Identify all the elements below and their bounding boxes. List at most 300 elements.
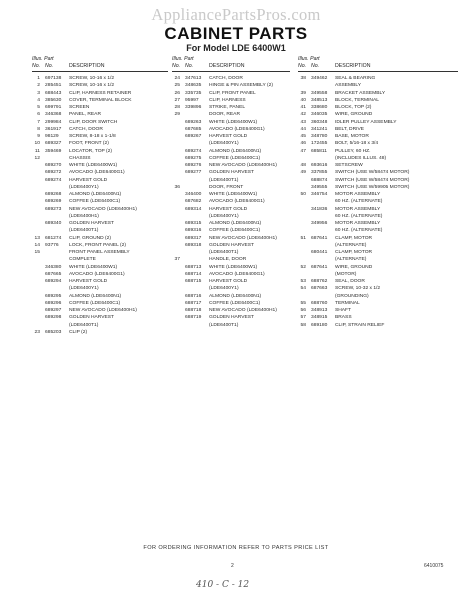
illus-number: 14	[34, 242, 40, 248]
parts-row	[32, 82, 168, 89]
part-description: CHASSIS	[69, 155, 91, 161]
illus-number	[32, 169, 45, 176]
part-number: 689267	[185, 134, 202, 139]
part-description: HARVEST GOLD	[209, 279, 248, 284]
parts-row	[32, 155, 168, 162]
part-number	[45, 213, 69, 220]
parts-row	[32, 264, 168, 271]
part-number: 689273	[45, 206, 62, 212]
illus-number	[298, 198, 311, 205]
parts-row	[298, 307, 458, 314]
parts-row	[298, 264, 458, 271]
parts-row	[32, 169, 168, 176]
illus-number	[172, 148, 185, 155]
illus-number	[172, 206, 185, 213]
part-number	[185, 249, 209, 256]
illus-number	[32, 198, 45, 205]
part-number	[45, 227, 69, 234]
part-number: 361917	[45, 126, 62, 132]
part-number: 689294	[45, 279, 62, 284]
parts-row	[172, 213, 290, 220]
column-header-part: No.	[45, 63, 54, 69]
part-description: COMPLETE	[69, 257, 96, 263]
illus-number: 26	[174, 90, 180, 96]
part-description: AVOCADO (LDE6400G1)	[209, 199, 265, 205]
parts-row	[172, 140, 290, 147]
illus-number	[172, 162, 185, 169]
illus-number	[172, 300, 185, 307]
part-description: HARVEST GOLD	[209, 206, 248, 212]
parts-row	[32, 184, 168, 191]
part-number: 689276	[185, 163, 202, 168]
illus-number	[298, 213, 311, 220]
part-number: 688760	[311, 300, 328, 306]
part-description: CLIP, FRONT PANEL	[209, 90, 256, 96]
parts-row	[298, 256, 458, 263]
parts-row	[172, 249, 290, 256]
part-description: CLAMP, MOTOR	[335, 235, 373, 241]
part-description: SCREW, 10-32 x 1/2	[335, 286, 381, 292]
parts-row	[172, 148, 290, 155]
illus-number: 52	[300, 264, 306, 270]
part-description: DOOR, FRONT	[209, 184, 244, 190]
part-number: 689318	[185, 242, 202, 248]
parts-row	[32, 140, 168, 147]
illus-number: 2	[37, 83, 40, 89]
parts-column-3	[298, 56, 458, 329]
part-description: COFFEE (LDE6400C1)	[209, 300, 261, 306]
parts-row	[32, 198, 168, 205]
parts-row	[172, 184, 290, 191]
part-number: 359469	[45, 148, 62, 154]
illus-number	[32, 278, 45, 285]
part-number: 172455	[311, 141, 328, 147]
parts-row	[298, 191, 458, 198]
part-number: 285451	[45, 83, 62, 89]
illus-number: 11	[34, 148, 40, 154]
parts-row	[32, 271, 168, 278]
illus-number	[298, 177, 311, 184]
part-description: AVOCADO (LDE6400G1)	[69, 170, 125, 176]
illus-number	[172, 140, 185, 147]
parts-row	[298, 162, 458, 169]
illus-number: 47	[300, 148, 306, 154]
part-description: WIRE, GROUND	[335, 264, 373, 270]
illus-number	[298, 220, 311, 227]
illus-number	[172, 213, 185, 220]
part-description: (GROUNDING)	[335, 293, 369, 299]
parts-row	[298, 177, 458, 184]
parts-row	[172, 198, 290, 205]
part-description: HINGE & PIN ASSEMBLY (2)	[209, 83, 273, 89]
illus-number	[172, 322, 185, 329]
illus-number: 6	[37, 112, 40, 118]
part-description: 60 HZ. (ALTERNATE)	[335, 199, 383, 205]
part-number	[185, 213, 209, 220]
part-number: 347613	[185, 76, 202, 81]
part-number: 688716	[185, 293, 202, 299]
part-description: NEW AVOCADO (LDE6400H1)	[209, 163, 277, 168]
part-description: (LDE6400T1)	[209, 322, 239, 328]
illus-number: 27	[174, 97, 180, 103]
part-description: CLIP, STRAIN RELIEF	[335, 322, 385, 328]
column-header-illus-part: Illus. Part	[298, 56, 320, 62]
parts-row	[298, 293, 458, 300]
part-number: 688713	[185, 264, 202, 270]
part-number	[185, 111, 209, 118]
part-description: SWITCH (USE W/58474 MOTOR)	[335, 170, 410, 176]
illus-number	[32, 264, 45, 271]
part-description: (LDE6400T1)	[69, 322, 99, 328]
part-number	[45, 184, 69, 191]
part-description: ALMOND (LDE6400N1)	[69, 192, 122, 197]
part-description: GOLDEN HARVEST	[209, 242, 255, 248]
illus-number	[172, 155, 185, 162]
part-description: BLOCK, TERMINAL	[335, 97, 379, 103]
part-number: 348513	[311, 97, 328, 103]
part-number	[185, 285, 209, 292]
illus-number: 24	[174, 76, 180, 81]
part-description: CLIP, HARNESS	[209, 97, 246, 103]
illus-number	[32, 314, 45, 321]
illus-number: 46	[300, 141, 306, 147]
part-number: 688443	[45, 90, 62, 96]
column-header-illus-part: Illus. Part	[32, 56, 54, 62]
parts-row	[32, 227, 168, 234]
illus-number: 53	[300, 279, 306, 284]
part-description: CLIP, GROUND (2)	[69, 235, 112, 241]
column-header-description: DESCRIPTION	[209, 63, 245, 69]
part-description: HARVEST GOLD	[69, 279, 108, 284]
part-description: (LDE6400Y1)	[69, 184, 99, 190]
parts-row	[32, 162, 168, 169]
part-number: 688719	[185, 315, 202, 321]
parts-row	[172, 111, 290, 118]
illus-number: 40	[300, 97, 306, 103]
part-number	[185, 184, 209, 191]
part-description: AVOCADO (LDE6400G1)	[209, 126, 265, 132]
part-number	[185, 256, 209, 263]
part-number: 689274	[45, 177, 62, 183]
parts-row	[32, 314, 168, 321]
part-number: 693616	[311, 163, 328, 168]
part-number	[45, 285, 69, 292]
part-description: COFFEE (LDE6400C1)	[69, 199, 121, 205]
part-number: 348780	[311, 134, 328, 139]
parts-row	[32, 177, 168, 184]
part-number: 689268	[45, 192, 62, 197]
parts-row	[172, 162, 290, 169]
illus-number	[172, 271, 185, 278]
part-number	[185, 322, 209, 329]
part-description: AVOCADO (LDE6400G1)	[69, 271, 125, 277]
illus-number: 38	[300, 76, 306, 81]
parts-row	[32, 148, 168, 155]
column-header-part: No.	[185, 63, 194, 69]
part-description: ALMOND (LDE6400N1)	[209, 221, 262, 226]
parts-row	[172, 191, 290, 198]
illus-number: 56	[300, 308, 306, 313]
illus-number	[32, 213, 45, 220]
part-number: 348913	[311, 308, 328, 313]
part-description: LOCK, FRONT PANEL (2)	[69, 242, 126, 248]
column-header-row	[298, 63, 458, 72]
part-description: NEW AVOCADO (LDE6400H1)	[209, 308, 277, 313]
illus-number: 51	[300, 235, 306, 241]
illus-number	[32, 227, 45, 234]
illus-number: 48	[300, 163, 306, 168]
illus-number: 43	[300, 119, 306, 125]
part-description: COFFEE (LDE6400C1)	[209, 155, 261, 161]
part-description: GOLDEN HARVEST	[209, 315, 255, 321]
parts-row	[298, 285, 458, 292]
parts-row	[298, 242, 458, 249]
parts-row	[298, 322, 458, 329]
illus-number	[172, 278, 185, 285]
part-description: FOOT, FRONT (2)	[69, 141, 109, 147]
part-number: 346754	[311, 192, 328, 197]
part-number: 385630	[45, 97, 62, 103]
illus-number	[32, 220, 45, 227]
illus-number: 5	[37, 105, 40, 110]
part-number: 689274	[185, 148, 202, 154]
part-description: COVER, TERMINAL BLOCK	[69, 97, 132, 103]
part-number: 346368	[45, 112, 62, 118]
part-description: CLIP, DOOR SWITCH	[69, 119, 118, 125]
illus-number: 36	[174, 184, 180, 190]
part-number: 687682	[185, 199, 202, 205]
part-description: BRASS	[335, 315, 352, 321]
parts-row	[298, 198, 458, 205]
illus-number	[32, 191, 45, 198]
illus-number: 3	[37, 90, 40, 96]
part-description: (INCLUDES ILLUS. 48)	[335, 155, 387, 161]
illus-number	[172, 198, 185, 205]
parts-row	[298, 184, 458, 191]
part-number: 697138	[45, 76, 62, 81]
part-number: 680441	[311, 250, 328, 255]
column-header-no: No.	[172, 63, 181, 69]
part-number	[311, 256, 335, 263]
part-description: WIRE, GROUND	[335, 112, 373, 118]
column-header-part: No.	[311, 63, 320, 69]
part-description: ALMOND (LDE6400N1)	[209, 148, 262, 154]
parts-row	[298, 90, 458, 97]
part-description: (LDE6400Y1)	[209, 141, 239, 147]
parts-row	[32, 97, 168, 104]
part-description: ALMOND (LDE6400N1)	[69, 293, 122, 299]
part-description: (ALTERNATE)	[335, 242, 367, 248]
illus-number	[32, 300, 45, 307]
parts-row	[32, 111, 168, 118]
parts-row	[298, 249, 458, 256]
part-number: 348915	[311, 315, 328, 321]
illus-number	[172, 293, 185, 300]
part-description: (LDE6400T1)	[209, 250, 239, 255]
part-description: CLAMP, MOTOR	[335, 250, 373, 255]
illus-number	[172, 249, 185, 256]
part-description: BRACKET ASSEMBLY	[335, 90, 386, 96]
part-number: 335735	[185, 90, 202, 96]
parts-row	[298, 75, 458, 82]
column-header-description: DESCRIPTION	[69, 63, 105, 69]
illus-number	[32, 256, 45, 263]
illus-number: 13	[34, 235, 40, 241]
illus-number: 7	[37, 119, 40, 125]
part-description: BASE, MOTOR	[335, 134, 369, 139]
parts-row	[32, 133, 168, 140]
parts-row	[298, 227, 458, 234]
illus-number	[298, 256, 311, 263]
illus-number: 42	[300, 112, 306, 118]
part-description: (LDE6400T1)	[69, 228, 99, 234]
part-number: 349555	[311, 184, 328, 190]
part-description: BOLT, 5/16-18 x 3/4	[335, 141, 379, 147]
part-description: IDLER PULLEY ASSEMBLY	[335, 119, 397, 125]
parts-row	[32, 220, 168, 227]
illus-number	[172, 169, 185, 176]
part-number	[311, 82, 335, 89]
part-description: PANEL, REAR	[69, 112, 101, 118]
illus-number	[32, 206, 45, 213]
parts-row	[298, 140, 458, 147]
illus-number: 45	[300, 134, 306, 139]
part-number: 688762	[311, 279, 328, 284]
illus-number: 50	[300, 192, 306, 197]
part-description: CLIP (2)	[69, 329, 88, 335]
parts-row	[298, 271, 458, 278]
parts-row	[32, 191, 168, 198]
parts-row	[32, 206, 168, 213]
part-description: SWITCH (USE W/59905 MOTOR)	[335, 184, 410, 190]
parts-row	[298, 97, 458, 104]
part-description: MOTOR ASSEMBLY	[335, 206, 381, 212]
parts-row	[298, 148, 458, 155]
part-number: 339896	[185, 105, 202, 110]
parts-row	[32, 249, 168, 256]
part-number: 687685	[185, 126, 202, 132]
part-description: WHITE (LDE6400W1)	[209, 119, 258, 125]
illus-number	[298, 249, 311, 256]
page-title: CABINET PARTS	[164, 24, 308, 43]
parts-row	[172, 90, 290, 97]
part-number: 98129	[45, 134, 59, 139]
illus-number	[32, 162, 45, 169]
illus-number	[298, 242, 311, 249]
part-number: 689295	[45, 293, 62, 299]
part-description: COFFEE (LDE6400C1)	[69, 300, 121, 306]
parts-row	[32, 307, 168, 314]
part-description: FRONT PANEL ASSEMBLY	[69, 250, 130, 255]
part-number: 338680	[311, 105, 328, 110]
parts-row	[172, 271, 290, 278]
part-number: 346400	[185, 192, 202, 197]
parts-row	[172, 314, 290, 321]
column-header-row	[172, 63, 290, 72]
illus-number: 41	[300, 105, 306, 110]
illus-number	[172, 285, 185, 292]
part-number: 687665	[45, 271, 62, 277]
part-number: 337855	[311, 170, 328, 176]
parts-row	[172, 155, 290, 162]
part-description: ASSEMBLY	[335, 83, 362, 89]
part-description: HARVEST GOLD	[209, 134, 248, 139]
illus-number: 23	[34, 329, 40, 335]
part-number	[185, 177, 209, 184]
part-description: CATCH, DOOR	[69, 126, 103, 132]
watermark: AppliancePartsPros.com	[151, 5, 321, 24]
part-number: 688715	[185, 279, 202, 284]
part-description: 60 HZ. (ALTERNATE)	[335, 213, 383, 219]
part-description: NEW AVOCADO (LDE6400H1)	[69, 308, 137, 313]
illus-number: 55	[300, 300, 306, 306]
part-description: GOLDEN HARVEST	[69, 221, 115, 226]
illus-number: 44	[300, 126, 306, 132]
column-header-description: DESCRIPTION	[335, 63, 371, 69]
illus-number	[32, 184, 45, 191]
part-description: WHITE (LDE6400W1)	[69, 264, 118, 270]
part-number: 689270	[45, 163, 62, 168]
illus-number: 12	[34, 155, 40, 161]
part-number: 689180	[311, 322, 328, 328]
part-number: 346380	[45, 264, 62, 270]
illus-number: 54	[300, 286, 306, 292]
part-description: (LDE6400Y1)	[209, 213, 239, 219]
part-description: SCREW, 10-16 x 1/2	[69, 83, 115, 89]
illus-number: 37	[174, 257, 180, 263]
part-description: (LDE6400H1)	[69, 213, 99, 219]
part-number: 688717	[185, 300, 202, 306]
part-description: STRIKE, PANEL	[209, 105, 246, 110]
illus-number	[298, 271, 311, 278]
ordering-footer: FOR ORDERING INFORMATION REFER TO PARTS PRICE LIST	[143, 545, 329, 551]
part-number: 689297	[45, 308, 62, 313]
illus-number	[172, 314, 185, 321]
illus-number	[32, 177, 45, 184]
part-number: 689327	[45, 141, 62, 147]
part-number: 348635	[185, 83, 202, 89]
illus-number: 29	[174, 112, 180, 118]
illus-number: 9	[37, 134, 40, 139]
part-description: CLIP, HARNESS RETAINER	[69, 90, 132, 96]
part-description: WHITE (LDE6400W1)	[209, 264, 258, 270]
part-description: WHITE (LDE6400W1)	[209, 192, 258, 197]
parts-row	[172, 293, 290, 300]
parts-row	[172, 235, 290, 242]
part-number: 360348	[311, 119, 328, 125]
part-description: GOLDEN HARVEST	[209, 170, 255, 176]
parts-row	[298, 278, 458, 285]
parts-row	[172, 97, 290, 104]
part-number	[311, 293, 335, 300]
parts-row	[32, 90, 168, 97]
illus-number	[298, 293, 311, 300]
part-number	[311, 242, 335, 249]
parts-row	[32, 213, 168, 220]
part-number: 688714	[185, 271, 202, 277]
parts-row	[172, 264, 290, 271]
parts-row	[298, 314, 458, 321]
illus-number	[172, 307, 185, 314]
part-number: 688874	[311, 177, 328, 183]
illus-number: 57	[300, 315, 306, 321]
parts-row	[32, 119, 168, 126]
part-description: GOLDEN HARVEST	[69, 315, 115, 321]
part-description: BELT, DRIVE	[335, 126, 364, 132]
part-number: 689277	[185, 170, 202, 176]
illus-number	[298, 155, 311, 162]
column-header-no: No.	[32, 63, 41, 69]
